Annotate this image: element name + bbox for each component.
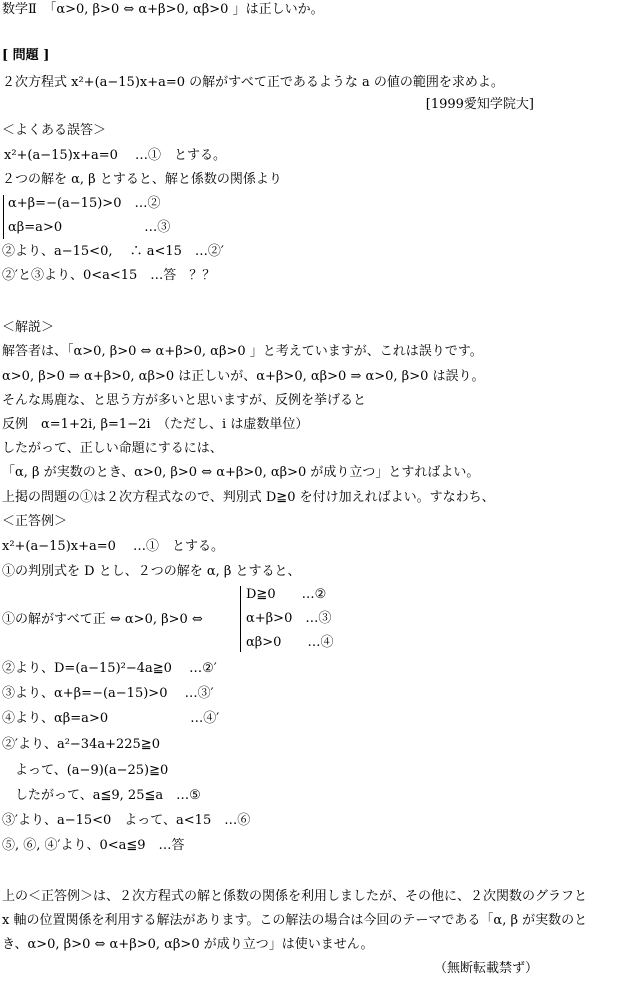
explanation-line: α>0, β>0 ⇒ α+β>0, αβ>0 は正しいが、α+β>0, αβ>0 ⇒ α>0, β>0 は誤り。 xyxy=(2,369,485,384)
solution-step: ③′より、a−15<0 よって、a<15 …⑥ xyxy=(2,813,251,828)
wrong-answer-line: α+β=−(a−15)>0 …② xyxy=(8,196,161,211)
correct-answer-line: x²+(a−15)x+a=0 …① とする。 xyxy=(2,539,225,554)
system-brace xyxy=(3,195,4,239)
explanation-line: 「α, β が実数のとき、α>0, β>0 ⇔ α+β>0, αβ>0 が成り立つ」とすればよい。 xyxy=(2,465,480,480)
wrong-answer-line: ②より、a−15<0, ∴ a<15 …②′ xyxy=(2,244,224,259)
copyright-notice: （無断転載禁ず） xyxy=(433,961,538,976)
explanation-line: 反例 α=1+2i, β=1−2i （ただし、i は虚数単位） xyxy=(2,417,309,432)
closing-line: き、α>0, β>0 ⇔ α+β>0, αβ>0 が成り立つ」は使いません。 xyxy=(2,937,374,952)
explanation-line: したがって、正しい命題にするには、 xyxy=(2,441,223,456)
wrong-answer-heading: ＜よくある誤答＞ xyxy=(2,123,107,138)
solution-step: ④より、αβ=a>0 …④′ xyxy=(2,711,220,726)
condition-line: D≧0 …② xyxy=(246,587,327,602)
wrong-answer-line: αβ=a>0 …③ xyxy=(8,220,171,235)
wrong-answer-line: ②′と③より、0<a<15 …答 ？？ xyxy=(2,268,216,283)
explanation-heading: ＜解説＞ xyxy=(2,320,55,335)
explanation-line: 解答者は、「α>0, β>0 ⇔ α+β>0, αβ>0 」と考えていますが、これは誤りです。 xyxy=(2,344,483,359)
problem-source: [1999愛知学院大] xyxy=(425,97,534,112)
solution-step: したがって、a≦9, 25≦a …⑤ xyxy=(2,788,201,803)
problem-heading: [ 問題 ] xyxy=(2,48,50,63)
correct-answer-line: ①の判別式を D とし、２つの解を α, β とすると、 xyxy=(2,564,301,579)
solution-step: よって、(a−9)(a−25)≧0 xyxy=(2,763,169,778)
wrong-answer-line: ２つの解を α, β とすると、解と係数の関係より xyxy=(2,172,282,187)
closing-line: x 軸の位置関係を利用する解法があります。この解法の場合は今回のテーマである「α, β が実数のと xyxy=(2,913,588,928)
explanation-line: そんな馬鹿な、と思う方が多いと思いますが、反例を挙げると xyxy=(2,393,367,408)
page-title: 数学Ⅱ 「α>0, β>0 ⇔ α+β>0, αβ>0 」は正しいか。 xyxy=(2,2,324,17)
solution-step: ②より、D=(a−15)²−4a≧0 …②′ xyxy=(2,661,217,676)
closing-line: 上の＜正答例＞は、２次方程式の解と係数の関係を利用しましたが、その他に、２次関数のグラフと xyxy=(2,889,588,904)
condition-brace xyxy=(240,586,241,652)
solution-step: ③より、α+β=−(a−15)>0 …③′ xyxy=(2,686,214,701)
explanation-line: 上掲の問題の①は２次方程式なので、判別式 D≧0 を付け加えればよい。すなわち、 xyxy=(2,490,495,505)
wrong-answer-line: x²+(a−15)x+a=0 …① とする。 xyxy=(4,148,227,163)
solution-step: ⑤, ⑥, ④′より、0<a≦9 …答 xyxy=(2,838,185,853)
correct-answer-heading: ＜正答例＞ xyxy=(2,514,68,529)
solution-step: ②′より、a²−34a+225≧0 xyxy=(2,737,160,752)
equivalence-left: ①の解がすべて正 ⇔ α>0, β>0 ⇔ xyxy=(2,612,203,627)
condition-line: αβ>0 …④ xyxy=(246,635,334,650)
problem-statement: ２次方程式 x²+(a−15)x+a=0 の解がすべて正であるような a の値の範囲を求めよ。 xyxy=(2,75,504,90)
condition-line: α+β>0 …③ xyxy=(246,611,332,626)
